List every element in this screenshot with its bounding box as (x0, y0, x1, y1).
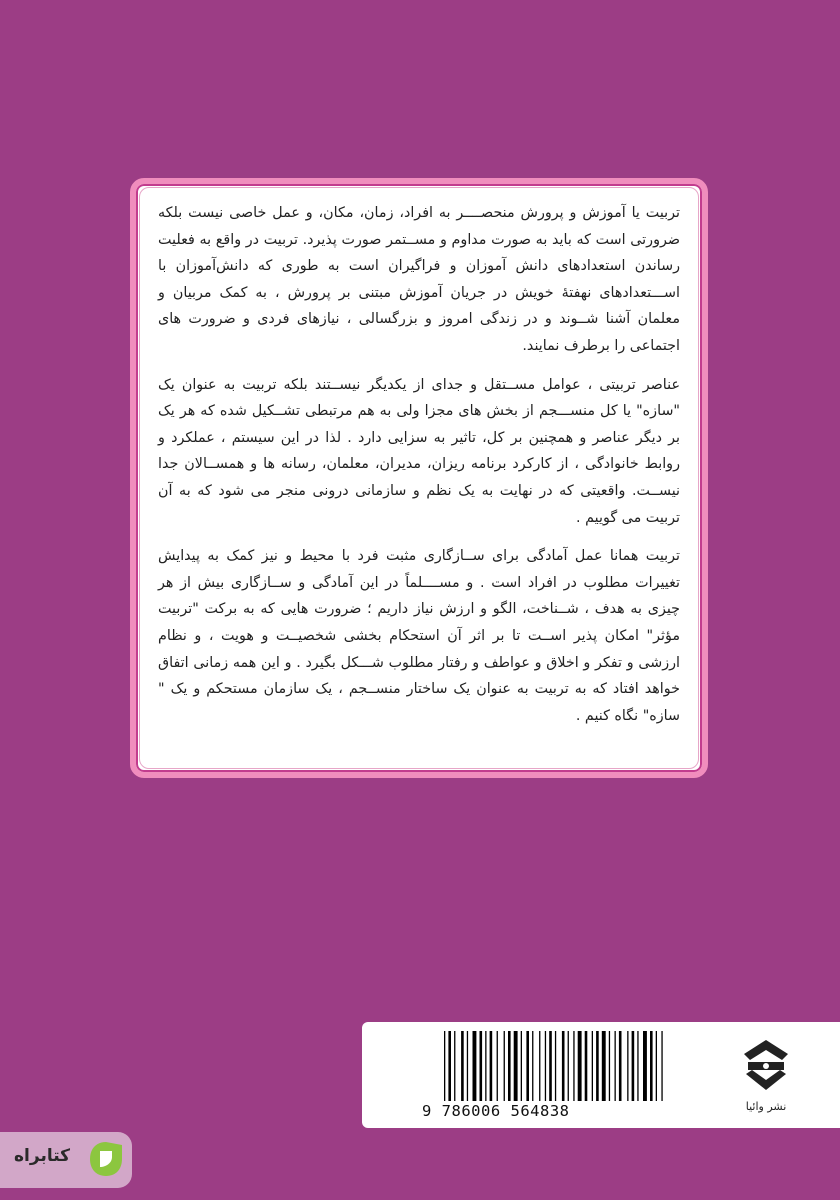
ketabrah-logo-icon (86, 1139, 126, 1179)
publisher-name: نشر وائیا (745, 1100, 787, 1113)
paragraph-2: عناصر تربیتی ، عوامل مســتقل و جدای از یکدیگر نیســتند بلکه تربیت به عنوان یک "سازه" یا کل منســـجم از بخش های مجزا ولی به هم مرتبطی تشــکیل شده که هر یک بر دیگر عناصر و همچنین بر کل، تاثیر به سزایی دارد . لذا در این سیستم ، عملکرد و روابط خانوادگی ، از کارکرد برنامه ریزان، مدیران، معلمان، رسانه ها و همســالان جدا نیســت. واقعیتی که در نهایت به یک نظم و سازمانی درونی منجر می شود که به آن تربیت می گوییم . (158, 376, 680, 526)
publisher-logo-icon (736, 1036, 796, 1096)
isbn-number: 9 786006 564838 (422, 1102, 570, 1120)
watermark-brand-text: کتابراه (14, 1146, 71, 1166)
barcode-card (362, 1022, 840, 1128)
isbn-barcode (440, 1031, 710, 1101)
ketabrah-watermark[interactable] (0, 1132, 132, 1188)
back-cover-text-box (130, 178, 708, 778)
paragraph-3: تربیت همانا عمل آمادگی برای ســازگاری مثبت فرد با محیط و نیز کمک به پیدایش تغییرات مطلوب در افراد است . و مســــلماً در این آمادگی و ســازگاری بیش از هر چیزی به هدف ، شــناخت، الگو و ارزش نیاز داریم ؛ ضرورت هایی که به برکت "تربیت مؤثر" امکان پذیر اســت تا بر اثر آن استحکام بخشی شخصیــت و هویت ، و نظام ارزشی و تفکر و اخلاق و عواطف و رفتار مطلوب شـــکل بگیرد . و این همه زمانی اتفاق خواهد افتاد که به تربیت به عنوان یک ساختار منســجم ، یک سازمان مستحکم و یک " سازه" نگاه کنیم . (158, 548, 680, 724)
paragraph-1: تربیت یا آموزش و پرورش منحصــــر به افراد، زمان، مکان، و عمل خاصی نیست بلکه ضرورتی است که باید به صورت مداوم و مســتمر صورت پذیرد. تربیت در واقع به فعلیت رساندن استعدادهای دانش آموزان و فراگیران است به طوری که دانش‌آموزان با اســـتعدادهای نهفتهٔ خویش در جریان آموزش مبتنی بر پرورش ، به کمک مربیان و معلمان آشنا شــوند و در زندگی امروز و بزرگسالی ، نیازهای فردی و ضرورت های اجتماعی را برطرف نمایند. (158, 205, 680, 354)
